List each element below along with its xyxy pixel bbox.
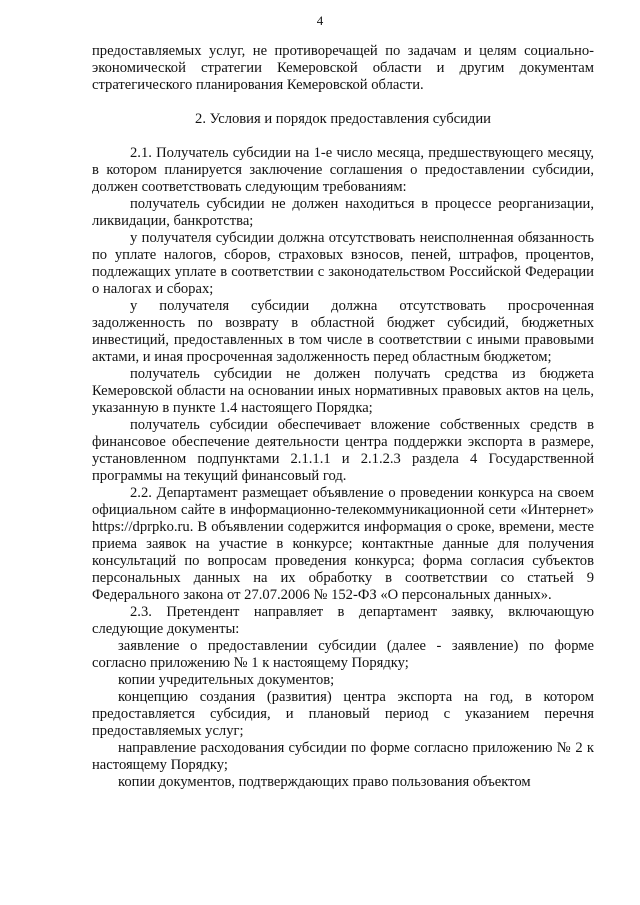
document-item-founding-docs: копии учредительных документов; <box>118 672 335 688</box>
document-item-spending-direction: направление расходования субсидии по форме согласно приложению № 2 к настоящему Порядку; <box>92 740 594 773</box>
requirement-no-reorganization: получатель субсидии не должен находиться в процессе реорганизации, ликвидации, банкротства; <box>92 196 594 229</box>
document-item-usage-rights: копии документов, подтверждающих право пользования объектом <box>118 774 531 790</box>
document-body <box>92 43 594 791</box>
paragraph-2-1: 2.1. Получатель субсидии на 1-е число месяца, предшествующего месяцу, в котором планируется заключение соглашения о предоставлении субсидии, должен соответствовать следующим требованиям: <box>92 145 594 195</box>
intro-paragraph: предоставляемых услуг, не противоречащей по задачам и целям социально-экономической стратегии Кемеровской области и другим документам стратегического планирования Кемеровской области. <box>92 43 594 93</box>
requirement-no-tax-debt: у получателя субсидии должна отсутствовать неисполненная обязанность по уплате налогов, сборов, страховых взносов, пеней, штрафов, процентов, подлежащих уплате в соответствии с законодательством Российской Федерации о налогах и сборах; <box>92 230 594 297</box>
requirement-no-other-funds: получатель субсидии не должен получать средства из бюджета Кемеровской области на основании иных нормативных правовых актов на цель, указанную в пункте 1.4 настоящего Порядка; <box>92 366 594 416</box>
document-item-concept: концепцию создания (развития) центра экспорта на год, в котором предоставляется субсидия, и плановый период с указанием перечня предоставляемых услуг; <box>92 689 594 739</box>
page-number: 4 <box>316 13 324 28</box>
paragraph-2-3: 2.3. Претендент направляет в департамент заявку, включающую следующие документы: <box>92 604 594 637</box>
document-item-application: заявление о предоставлении субсидии (далее - заявление) по форме согласно приложению № 1 к настоящему Порядку; <box>92 638 594 671</box>
paragraph-2-2: 2.2. Департамент размещает объявление о проведении конкурса на своем официальном сайте в информационно-телекоммуникационной сети «Интернет» https://dprpko.ru. В объявлении содержится информация о сроке, времени, месте приема заявок на участие в конкурсе; контактные данные для получения консультаций по вопросам проведения конкурса; форма согласия субъектов персональных данных на их обработку в соответствии со статьей 9 Федерального закона от 27.07.2006 № 152-ФЗ «О персональных данных». <box>92 485 594 603</box>
requirement-no-budget-debt: у получателя субсидии должна отсутствовать просроченная задолженность по возврату в областной бюджет субсидий, бюджетных инвестиций, предоставленных в том числе в соответствии с иными правовыми актами, и иная просроченная задолженность перед областным бюджетом; <box>92 298 594 365</box>
section-heading: 2. Условия и порядок предоставления субсидии <box>195 111 491 127</box>
requirement-own-funds: получатель субсидии обеспечивает вложение собственных средств в финансовое обеспечение деятельности центра поддержки экспорта в размере, установленном подпунктами 2.1.1.1 и 2.1.2.3 раздела 4 Государственной программы на текущий финансовый год. <box>92 417 594 484</box>
